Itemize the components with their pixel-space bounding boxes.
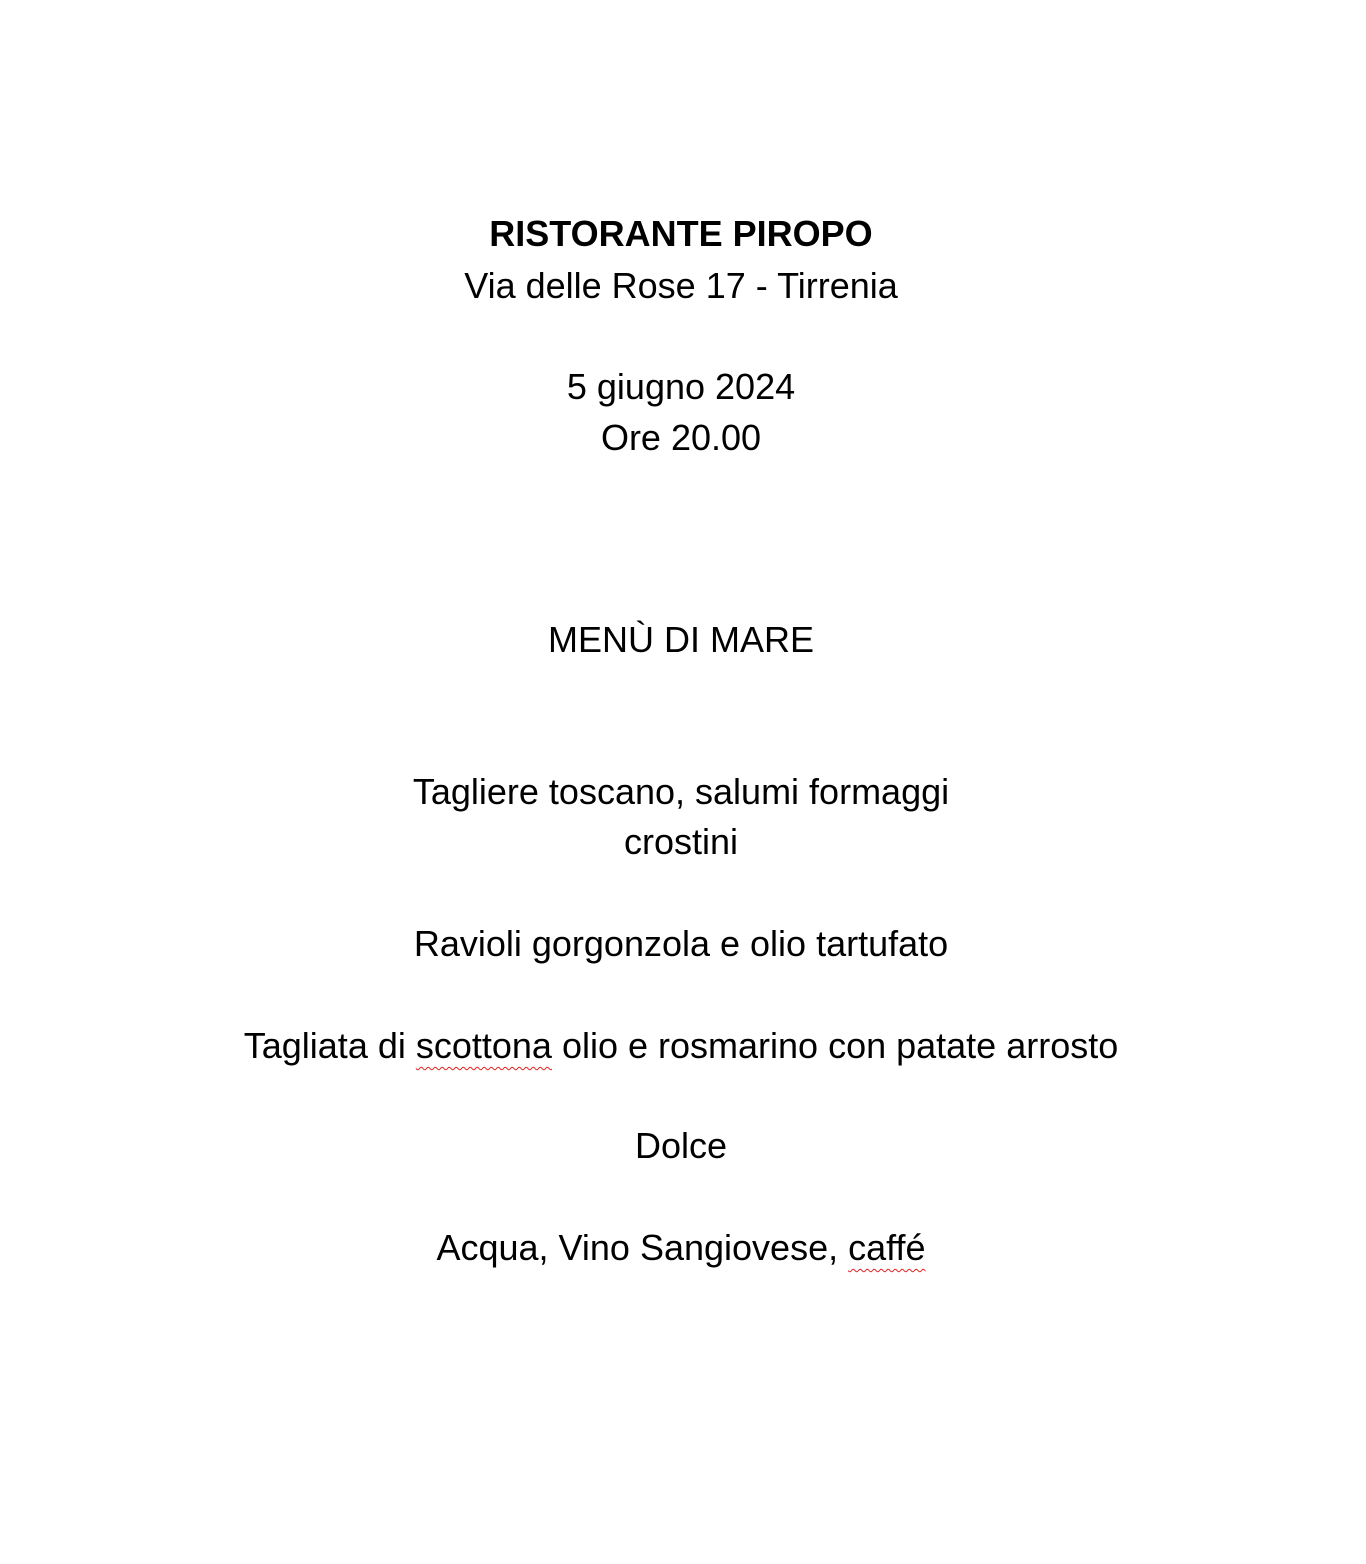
misspelled-word[interactable]: scottona [415, 1025, 552, 1066]
menu-title: MENÙ DI MARE [547, 619, 814, 660]
course-dolce: Dolce [634, 1125, 728, 1166]
event-time: Ore 20.00 [600, 417, 762, 458]
drinks-text: Acqua, Vino Sangiovese, [436, 1227, 849, 1268]
course-secondo [0, 1024, 1362, 1068]
restaurant-name: RISTORANTE PIROPO [489, 213, 873, 254]
course-antipasto-line-1: Tagliere toscano, salumi formaggi [412, 771, 950, 812]
course-secondo-text-2: olio e rosmarino con patate arrosto [551, 1025, 1119, 1066]
restaurant-address: Via delle Rose 17 - Tirrenia [464, 265, 898, 306]
course-primo: Ravioli gorgonzola e olio tartufato [413, 923, 949, 964]
course-secondo-text-1: Tagliata di [243, 1025, 416, 1066]
event-date: 5 giugno 2024 [566, 366, 796, 407]
misspelled-word[interactable]: caffé [848, 1227, 926, 1268]
drinks-line [0, 1226, 1362, 1270]
course-antipasto-line-2: crostini [623, 821, 739, 862]
